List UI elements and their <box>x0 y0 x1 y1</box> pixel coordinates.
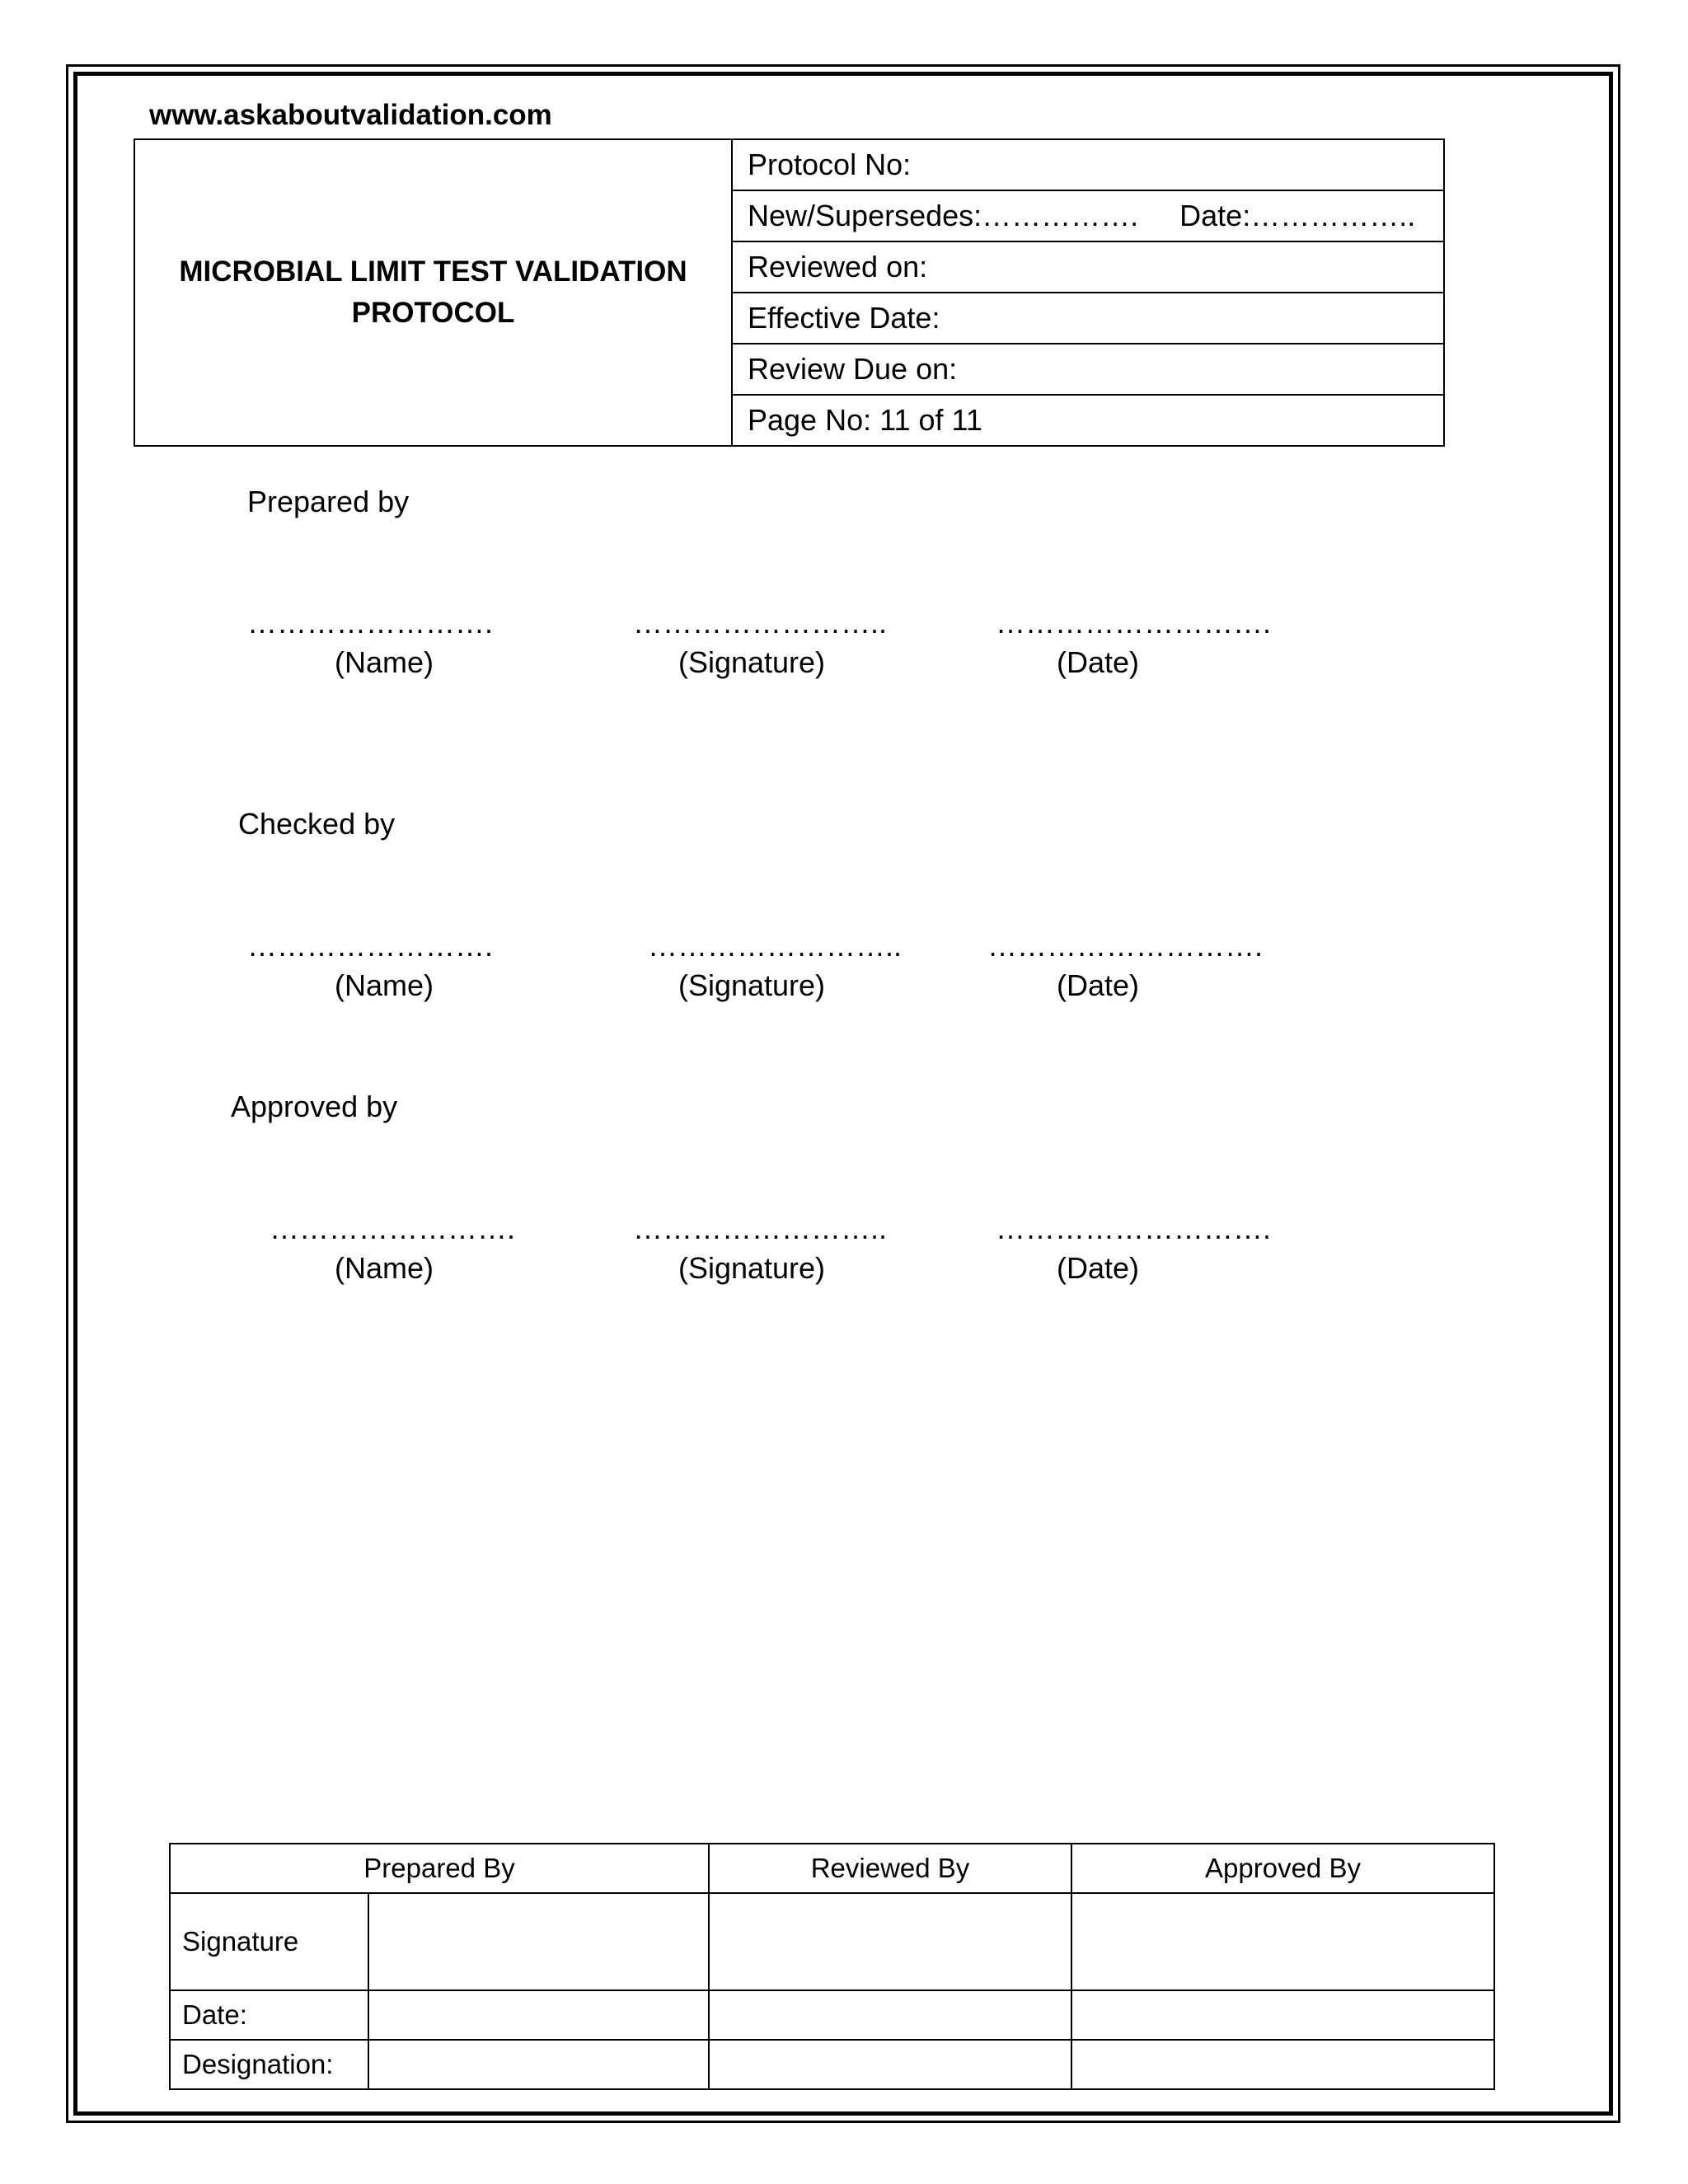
reviewed-signature-cell[interactable] <box>709 1893 1071 1990</box>
date-row <box>170 1990 1494 2040</box>
prepared-date-cell[interactable] <box>368 1990 709 2040</box>
prepared-name-line: ……………………. <box>247 606 494 640</box>
supersedes-row <box>732 190 1444 241</box>
approved-date-line: ………………………. <box>996 1212 1272 1245</box>
supersedes-field: New/Supersedes:……………. <box>748 199 1139 232</box>
checked-signature-caption: (Signature) <box>678 968 826 1002</box>
date-row-label: Date: <box>170 1990 368 2040</box>
signature-row-label: Signature <box>170 1893 368 1990</box>
prepared-by-header: Prepared By <box>170 1844 709 1893</box>
approved-name-caption: (Name) <box>334 1251 434 1285</box>
reviewed-by-header: Reviewed By <box>709 1844 1071 1893</box>
prepared-signature-line: …………………….. <box>633 606 888 640</box>
reviewed-date-cell[interactable] <box>709 1990 1071 2040</box>
prepared-signature-caption: (Signature) <box>678 645 826 679</box>
prepared-date-line: ………………………. <box>996 606 1272 640</box>
effective-date: Effective Date: <box>732 293 1444 344</box>
signature-row <box>170 1893 1494 1990</box>
header-table <box>134 138 1445 447</box>
website-url: www.askaboutvalidation.com <box>149 99 552 131</box>
prepared-designation-cell[interactable] <box>368 2040 709 2089</box>
prepared-by-label: Prepared by <box>247 485 410 518</box>
approved-date-caption: (Date) <box>1056 1251 1140 1285</box>
title-line-1: MICROBIAL LIMIT TEST VALIDATION <box>179 255 687 288</box>
review-due-on: Review Due on: <box>732 344 1444 395</box>
signoff-table <box>169 1843 1495 2090</box>
checked-date-caption: (Date) <box>1056 968 1140 1002</box>
checked-signature-line: …………………….. <box>648 929 903 963</box>
document-title <box>134 139 732 446</box>
checked-name-caption: (Name) <box>334 968 434 1002</box>
reviewed-designation-cell[interactable] <box>709 2040 1071 2089</box>
designation-row-label: Designation: <box>170 2040 368 2089</box>
approved-signature-line: …………………….. <box>633 1212 888 1245</box>
approved-date-cell[interactable] <box>1071 1990 1494 2040</box>
approved-signature-caption: (Signature) <box>678 1251 826 1285</box>
checked-by-label: Checked by <box>238 807 396 841</box>
protocol-no: Protocol No: <box>732 139 1444 190</box>
title-line-2: PROTOCOL <box>351 297 515 329</box>
designation-row <box>170 2040 1494 2089</box>
supersedes-date-field: Date:…………….. <box>1179 199 1416 232</box>
approved-by-label: Approved by <box>231 1090 398 1123</box>
approved-by-header: Approved By <box>1071 1844 1494 1893</box>
reviewed-on: Reviewed on: <box>732 241 1444 293</box>
approved-designation-cell[interactable] <box>1071 2040 1494 2089</box>
prepared-name-caption: (Name) <box>334 645 434 679</box>
checked-date-line: ………………………. <box>987 929 1264 963</box>
prepared-date-caption: (Date) <box>1056 645 1140 679</box>
prepared-signature-cell[interactable] <box>368 1893 709 1990</box>
approved-name-line: ……………………. <box>270 1212 516 1245</box>
checked-name-line: ……………………. <box>247 929 494 963</box>
page-number: Page No: 11 of 11 <box>732 395 1444 446</box>
approved-signature-cell[interactable] <box>1071 1893 1494 1990</box>
